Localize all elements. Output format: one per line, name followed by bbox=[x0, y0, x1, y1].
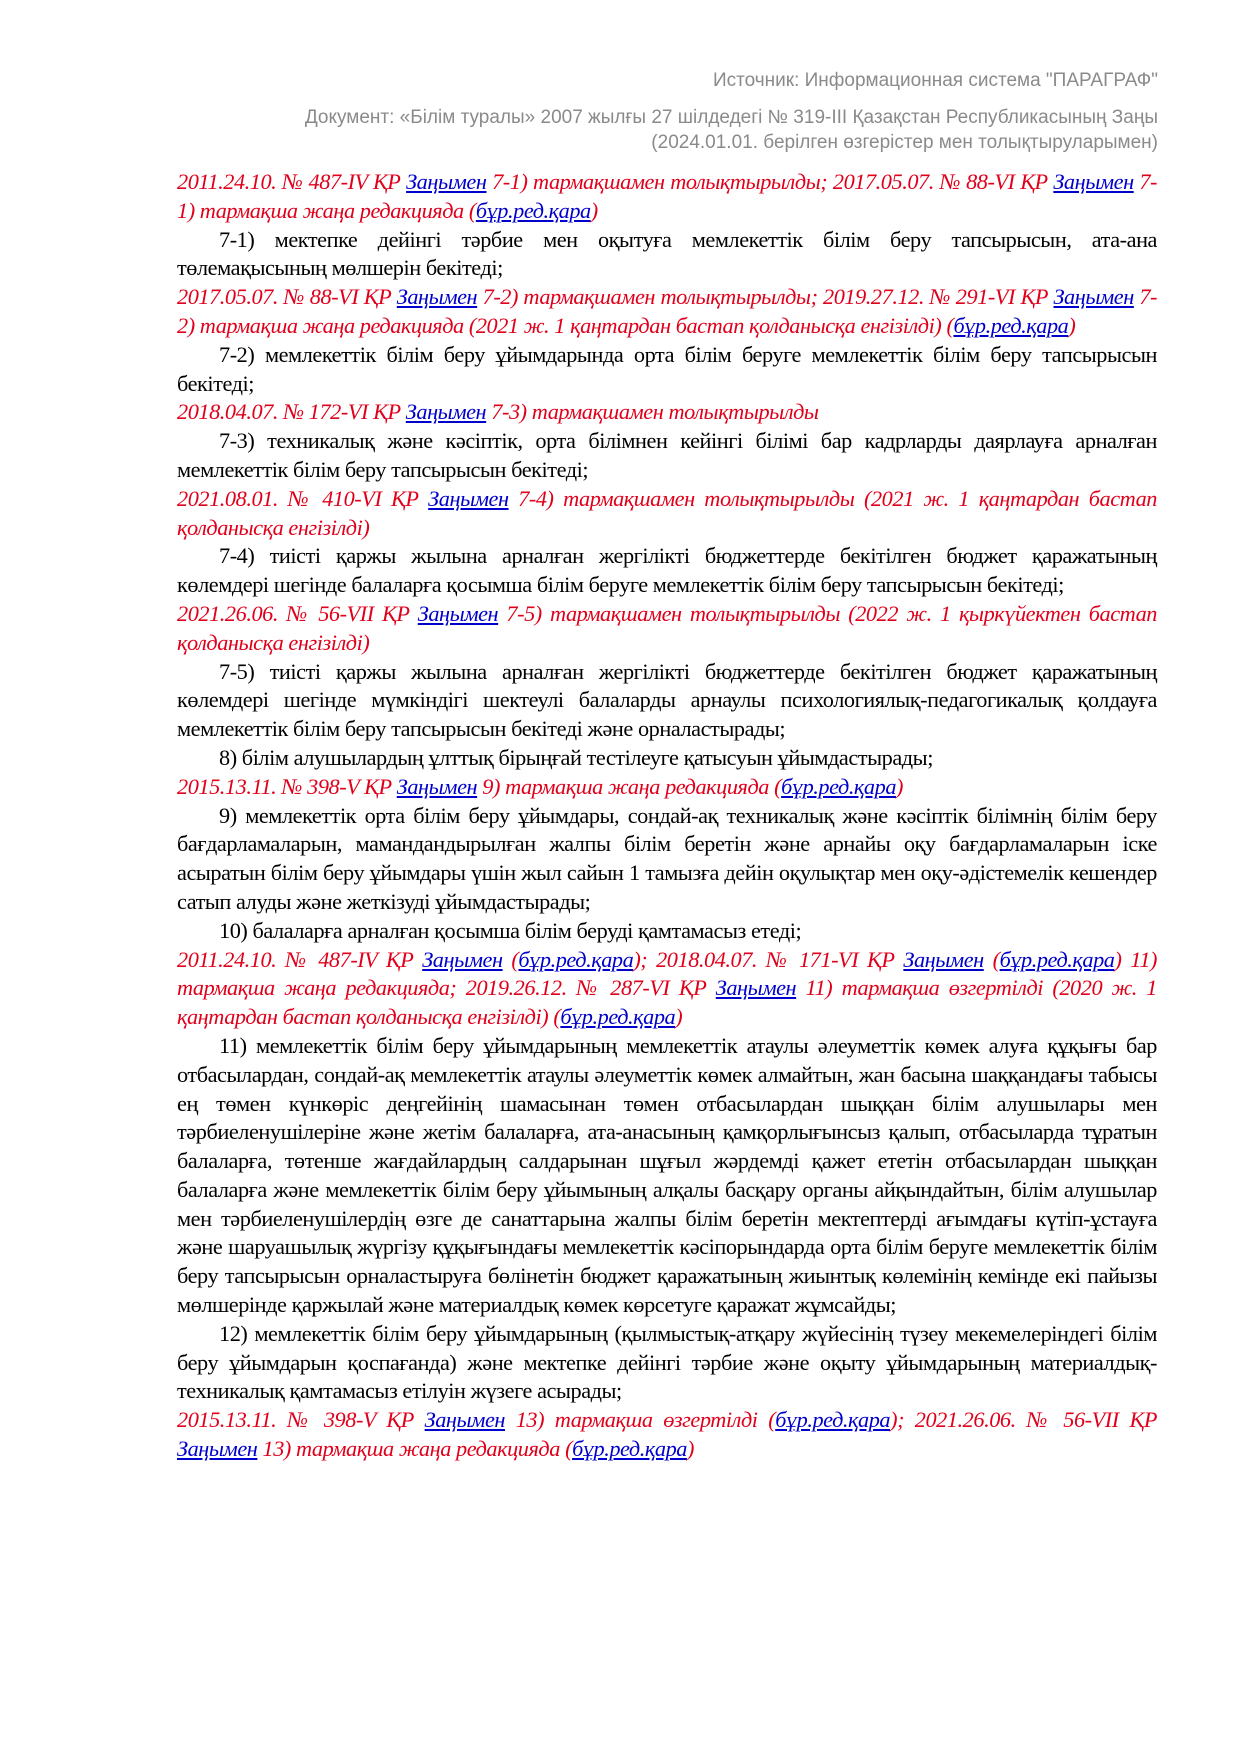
note-text: ) bbox=[896, 773, 903, 799]
amendment-note bbox=[177, 485, 1157, 543]
note-text: 7-4) тармақшамен толықтырылды (2021 ж. 1 қаңтардан бастап қолданысқа енгізілді) bbox=[177, 485, 1157, 540]
law-link[interactable]: Заңымен bbox=[417, 600, 499, 626]
law-link[interactable]: Заңымен bbox=[405, 399, 487, 425]
law-link[interactable]: Заңымен bbox=[715, 975, 797, 1001]
law-paragraph: 9) мемлекеттік орта білім беру ұйымдары, сондай-ақ техникалық және кәсіптік білімнің білім беру бағдарламаларын, мамандандырылған жалпы білім беретін және арнайы оқу бағдарламаларын іске асыратын білім беру ұйымдары үшін жыл сайын 1 тамызға дейін оқулықтар мен оқу-әдістемелік кешендер сатып алуды және жеткізуді ұйымдастырады; bbox=[177, 802, 1157, 914]
law-link[interactable]: Заңымен bbox=[424, 1407, 506, 1433]
previous-edition-link[interactable]: бұр.ред.қара bbox=[572, 1436, 687, 1462]
amendment-note bbox=[177, 773, 1157, 802]
previous-edition-link[interactable]: бұр.ред.қара bbox=[999, 946, 1115, 972]
note-text: 2011.24.10. № 487-IV ҚР bbox=[177, 169, 407, 194]
law-paragraph: 7-1) мектепке дейінгі тәрбие мен оқытуға мемлекеттік білім беру тапсырысын, ата-ана төлемақысының мөлшерін бекітеді; bbox=[177, 226, 1157, 281]
note-text: ) bbox=[675, 1004, 683, 1030]
source-line: Источник: Информационная система "ПАРАГРАФ" bbox=[712, 70, 1158, 91]
previous-edition-link[interactable]: бұр.ред.қара bbox=[560, 1004, 676, 1030]
note-text: 2021.08.01. № 410-VI ҚР bbox=[177, 485, 429, 511]
amendment-note bbox=[177, 168, 1157, 226]
amendment-note bbox=[177, 600, 1157, 658]
amendment-note bbox=[177, 283, 1157, 341]
law-link[interactable]: Заңымен bbox=[406, 169, 487, 194]
note-text: 11) тармақша өзгертілді (2020 ж. 1 қаңтардан бастап қолданысқа енгізілді) ( bbox=[177, 975, 1157, 1030]
amendment-note bbox=[177, 1406, 1157, 1464]
note-text: 7-2) тармақшамен толықтырылды; 2019.27.12. № 291-VI ҚР bbox=[477, 284, 1054, 310]
note-text: ) bbox=[1068, 312, 1076, 338]
note-text: ( bbox=[502, 946, 519, 972]
amendment-note bbox=[177, 398, 1157, 427]
note-text: 2015.13.11. № 398-V ҚР bbox=[177, 773, 397, 799]
previous-edition-link[interactable]: бұр.ред.қара bbox=[781, 773, 897, 799]
law-paragraph: 7-5) тиісті қаржы жылына арналған жергілікті бюджеттерде бекітілген бюджет қаражатының көлемдері шегінде мүмкіндігі шектеулі балаларды арнаулы психологиялық-педагогикалық қолдауға мемлекеттік білім беру тапсырысын бекітеді және орналастырады; bbox=[177, 658, 1157, 742]
previous-edition-link[interactable]: бұр.ред.қара bbox=[518, 946, 634, 972]
note-text: 2017.05.07. № 88-VI ҚР bbox=[177, 284, 397, 310]
note-text: 13) тармақша жаңа редакцияда ( bbox=[257, 1436, 573, 1462]
note-text: 2018.04.07. № 172-VI ҚР bbox=[177, 399, 406, 425]
previous-edition-link[interactable]: бұр.ред.қара bbox=[953, 312, 1069, 338]
law-paragraph: 11) мемлекеттік білім беру ұйымдарының мемлекеттік атаулы әлеуметтік көмек алуға құқығы бар отбасылардан, сондай-ақ мемлекеттік атаулы әлеуметтік көмек алмайтын, жан басына шаққандағы табысы ең төмен күнкөріс деңгейінің шамасынан төмен отбасылардан шыққан білім алушылары мен тәрбиеленушілеріне және жетім балаларға, ата-анасының қамқорлығынсыз қалып, отбасыларда тұратын балаларға, төтенше жағдайлардың салдарынан шұғыл жәрдемді қажет ететін отбасылардан шыққан балаларға және мемлекеттік білім беру ұйымының алқалы басқару органы айқындайтын, білім алушылар мен тәрбиеленушілердің өзге де санаттарына жалпы білім беретін мектептерді ағымдағы күтіп-ұстауға және шаруашылық жүргізу құқығындағы мемлекеттік кәсіпорындарда орта білім беруге мемлекеттік білім беру тапсырысын орналастыруға бөлінетін бюджет қаражатының жиынтық көлемінің кемінде екі пайызы мөлшерінде қаржылай және материалдық көмек көрсетуге қаражат жұмсайды; bbox=[177, 1032, 1157, 1318]
law-link[interactable]: Заңымен bbox=[1053, 284, 1134, 310]
previous-edition-link[interactable]: бұр.ред.қара bbox=[475, 197, 591, 223]
note-text: 2021.26.06. № 56-VII ҚР bbox=[177, 600, 418, 626]
note-text: 7-1) тармақша жаңа редакцияда ( bbox=[177, 169, 1157, 223]
note-text: ); 2018.04.07. № 171-VI ҚР bbox=[633, 946, 904, 972]
previous-edition-link[interactable]: бұр.ред.қара bbox=[775, 1407, 891, 1433]
note-text: ) bbox=[686, 1436, 694, 1462]
law-paragraph: 7-4) тиісті қаржы жылына арналған жергілікті бюджеттерде бекітілген бюджет қаражатының көлемдері шегінде балаларға қосымша білім беруге мемлекеттік білім беру тапсырысын бекітеді; bbox=[177, 543, 1157, 598]
note-text: 7-1) тармақшамен толықтырылды; 2017.05.07. № 88-VI ҚР bbox=[486, 169, 1054, 194]
note-text: 7-5) тармақшамен толықтырылды (2022 ж. 1 қыркүйектен бастап қолданысқа енгізілді) bbox=[177, 600, 1157, 655]
law-link[interactable]: Заңымен bbox=[1053, 169, 1134, 194]
law-paragraph: 7-3) техникалық және кәсіптік, орта білімнен кейінгі білімі бар кадрларды даярлауға арналған мемлекеттік білім беру тапсырысын бекітеді; bbox=[177, 428, 1157, 482]
document-title-line: Документ: «Білім туралы» 2007 жылғы 27 шілдедегі № 319-III Қазақстан Республикасының Заңы bbox=[304, 107, 1158, 128]
note-text: 13) тармақша өзгертілді ( bbox=[505, 1407, 776, 1433]
document-body bbox=[177, 168, 1157, 1464]
page-header bbox=[180, 68, 1158, 155]
note-text: 2015.13.11. № 398-V ҚР bbox=[177, 1407, 425, 1433]
note-text: ); 2021.26.06. № 56-VII ҚР bbox=[890, 1407, 1157, 1433]
amendment-note bbox=[177, 946, 1157, 1032]
note-text: 7-3) тармақшамен толықтырылды bbox=[486, 399, 819, 425]
law-paragraph: 10) балаларға арналған қосымша білім беруді қамтамасыз етеді; bbox=[219, 917, 802, 943]
law-link[interactable]: Заңымен bbox=[428, 485, 509, 511]
law-link[interactable]: Заңымен bbox=[396, 284, 478, 310]
law-link[interactable]: Заңымен bbox=[396, 773, 478, 799]
law-paragraph: 7-2) мемлекеттік білім беру ұйымдарында орта білім беруге мемлекеттік білім беру тапсырысын бекітеді; bbox=[177, 341, 1157, 396]
note-text: 9) тармақша жаңа редакцияда ( bbox=[477, 773, 782, 799]
law-link[interactable]: Заңымен bbox=[903, 946, 984, 972]
law-paragraph: 8) білім алушылардың ұлттық бірыңғай тестілеуге қатысуын ұйымдастырады; bbox=[219, 744, 933, 770]
law-link[interactable]: Заңымен bbox=[422, 946, 503, 972]
document-edition-line: (2024.01.01. берілген өзгерістер мен толықтыруларымен) bbox=[651, 132, 1158, 153]
law-paragraph: 12) мемлекеттік білім беру ұйымдарының (қылмыстық-атқару жүйесінің түзеу мекемелеріндегі білім беру ұйымдарын қоспағанда) және мектепке дейінгі тәрбие және оқыту ұйымдарының материалдық-техникалық қамтамасыз етілуін жүзеге асырады; bbox=[177, 1320, 1157, 1404]
law-link[interactable]: Заңымен bbox=[177, 1436, 258, 1462]
note-text: ) 11) тармақша жаңа редакцияда; 2019.26.12. № 287-VI ҚР bbox=[177, 946, 1157, 1001]
note-text: ( bbox=[983, 946, 1000, 972]
note-text: 7-2) тармақша жаңа редакцияда (2021 ж. 1 қаңтардан бастап қолданысқа енгізілді) ( bbox=[177, 284, 1157, 338]
note-text: 2011.24.10. № 487-IV ҚР bbox=[177, 946, 423, 972]
note-text: ) bbox=[590, 197, 598, 223]
